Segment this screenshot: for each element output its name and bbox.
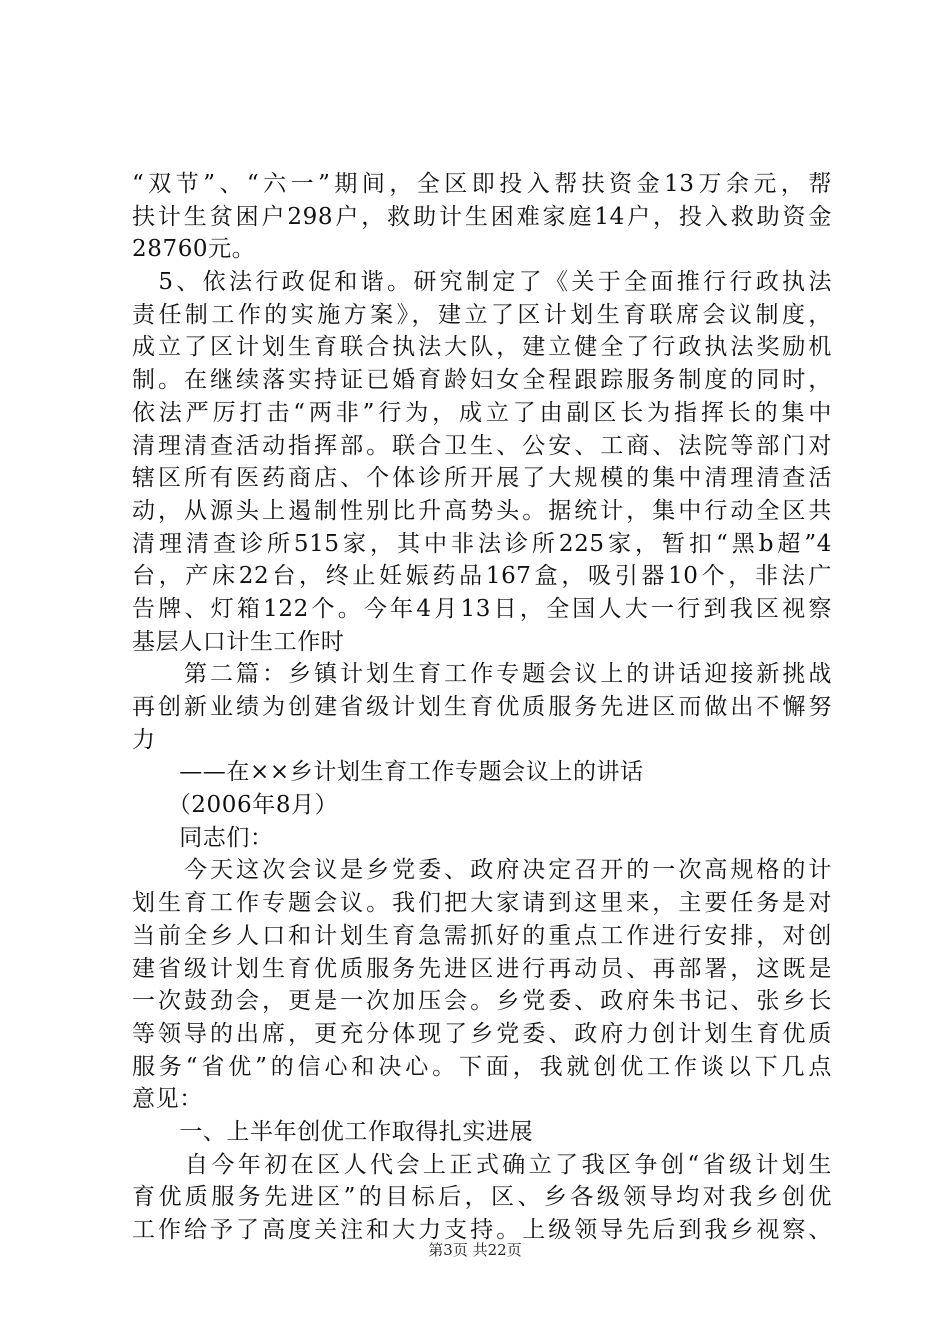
text-line: 责任制工作的实施方案》，建立了区计划生育联席会议制度， [132, 301, 832, 328]
text-line: 当前全乡人口和计划生育急需抓好的重点工作进行安排，对创 [132, 922, 832, 949]
text-line: 一次鼓劲会，更是一次加压会。乡党委、政府朱书记、张乡长 [132, 988, 832, 1015]
text-line: 清理清查活动指挥部。联合卫生、公安、工商、法院等部门对 [132, 432, 832, 459]
document-body [132, 168, 832, 1247]
text-line: 扶计生贫困户298户，救助计生困难家庭14户，投入救助资金 [132, 203, 832, 230]
text-line: 服务“省优”的信心和决心。下面，我就创优工作谈以下几点 [132, 1053, 832, 1080]
text-line: 动，从源头上遏制性别比升高势头。据统计，集中行动全区共 [132, 497, 832, 524]
text-line: 制。在继续落实持证已婚育龄妇女全程跟踪服务制度的同时， [132, 367, 832, 394]
text-line: 告牌、灯箱122个。今年4月13日，全国人大一行到我区视察 [132, 595, 832, 622]
text-line: 意见： [132, 1086, 203, 1113]
text-line: 台，产床22台，终止妊娠药品167盒，吸引器10个，非法广 [132, 563, 832, 590]
page-number-footer: 第3页 共22页 [428, 1241, 522, 1259]
text-line: 28760元。 [132, 236, 256, 263]
text-line: “双节”、“六一”期间，全区即投入帮扶资金13万余元，帮 [132, 171, 832, 197]
text-line: 基层人口计生工作时 [132, 628, 345, 655]
text-line: 今天这次会议是乡党委、政府决定召开的一次高规格的计 [132, 857, 832, 884]
text-line: 清理清查诊所515家，其中非法诊所225家，暂扣“黑b超”4 [132, 530, 832, 557]
section-heading-line: 再创新业绩为创建省级计划生育优质服务先进区而做出不懈努 [132, 694, 832, 720]
text-line: 5、依法行政促和谐。研究制定了《关于全面推行行政执法 [132, 269, 832, 296]
text-line: 工作给予了高度关注和大力支持。上级领导先后到我乡视察、 [132, 1217, 832, 1243]
text-line: 划生育工作专题会议。我们把大家请到这里来，主要任务是对 [132, 890, 832, 917]
text-line: 辖区所有医药商店、个体诊所开展了大规模的集中清理清查活 [132, 465, 832, 492]
text-line: 建省级计划生育优质服务先进区进行再动员、再部署，这既是 [132, 955, 832, 982]
subsection-heading-line: 一、上半年创优工作取得扎实进展 [132, 1118, 534, 1145]
salutation-line: 同志们： [132, 824, 274, 851]
section-heading-line: 力 [132, 726, 156, 753]
text-line: 依法严厉打击“两非”行为，成立了由副区长为指挥长的集中 [132, 399, 832, 426]
text-line: 成立了区计划生育联合执法大队，建立健全了行政执法奖励机 [132, 334, 832, 361]
date-line: （2006年8月） [132, 792, 339, 819]
text-line: 自今年初在区人代会上正式确立了我区争创“省级计划生 [132, 1151, 832, 1178]
text-line: 等领导的出席，更充分体现了乡党委、政府力创计划生育优质 [132, 1020, 832, 1047]
subtitle-line: ——在××乡计划生育工作专题会议上的讲话 [132, 759, 644, 786]
text-line: 育优质服务先进区”的目标后，区、乡各级领导均对我乡创优 [132, 1184, 832, 1211]
section-heading-line: 第二篇：乡镇计划生育工作专题会议上的讲话迎接新挑战 [132, 661, 832, 688]
